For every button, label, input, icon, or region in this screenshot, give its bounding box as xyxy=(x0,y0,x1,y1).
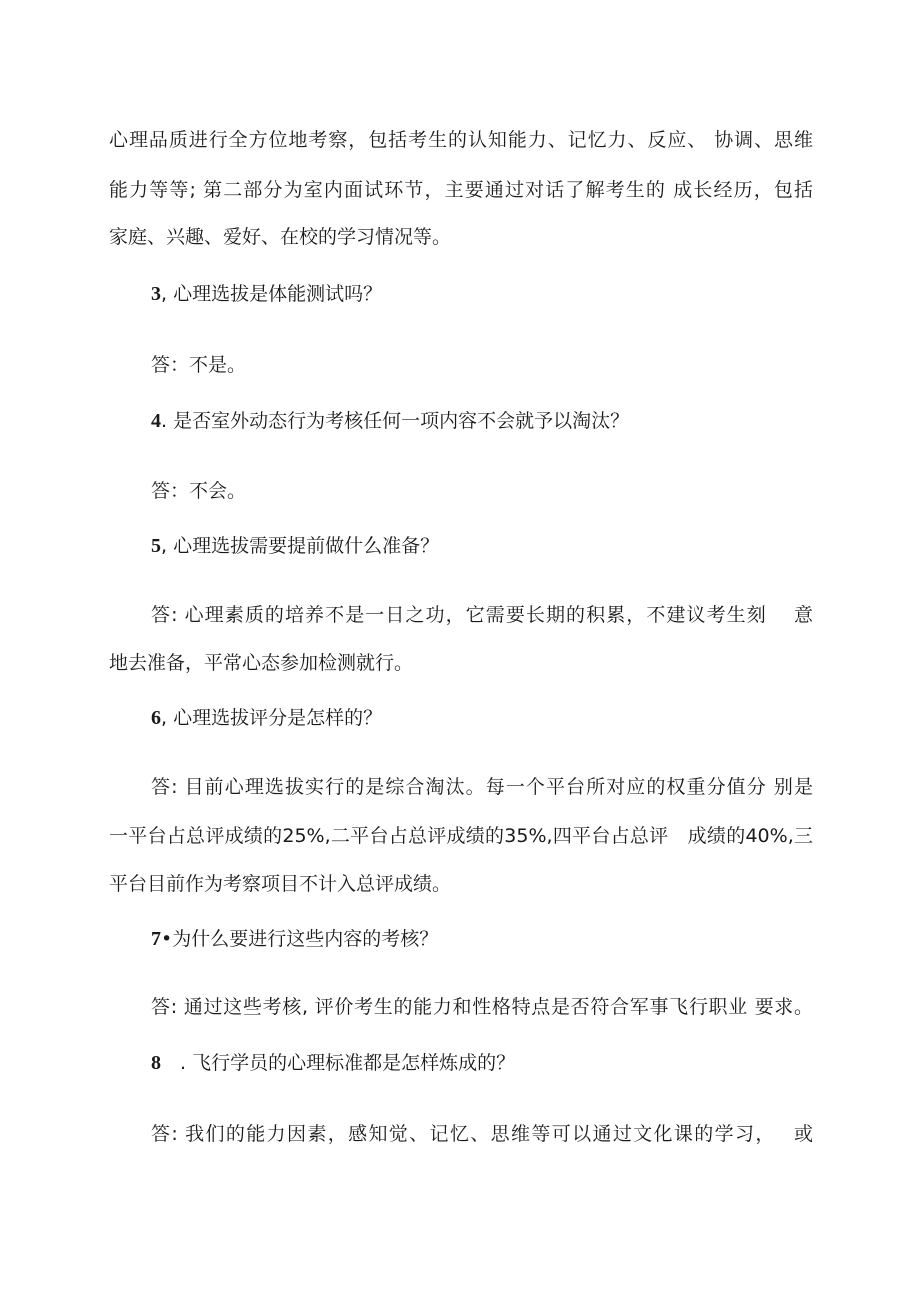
intro-line-1: 心理品质进行全方位地考察，包括考生的认知能力、记忆力、反应、 协调、思维 xyxy=(109,129,813,151)
question-number: 3 xyxy=(151,283,161,305)
question-text: , 心理选拔评分是怎样的？ xyxy=(161,707,383,729)
question-5 xyxy=(151,534,813,558)
intro-line-3: 家庭、兴趣、爱好、在校的学习情况等。 xyxy=(109,226,452,248)
question-4 xyxy=(151,409,813,433)
answer-3-line-1: 答：不是。 xyxy=(151,354,247,376)
intro-line-2: 能力等等; 第二部分为室内面试环节，主要通过对话了解考生的 成长经历，包括 xyxy=(109,179,813,201)
question-number: 5 xyxy=(151,535,161,557)
answer-8-line-1: 答: 我们的能力因素，感知觉、记忆、思维等可以通过文化课的学习， 或 xyxy=(151,1123,813,1145)
question-number: 4 xyxy=(151,410,161,432)
question-6 xyxy=(151,706,813,730)
answer-5-line-1: 答: 心理素质的培养不是一日之功，它需要长期的积累，不建议考生刻 意 xyxy=(151,604,813,626)
question-number: 6 xyxy=(151,707,161,729)
answer-6-line-2: 一平台占总评成绩的25%,二平台占总评成绩的35%,四平台占总评 成绩的40%,三 xyxy=(109,825,813,847)
question-text: . 是否室外动态行为考核任何一项内容不会就予以淘汰？ xyxy=(161,410,630,432)
question-3 xyxy=(151,282,813,306)
answer-5-line-2: 地去准备，平常心态参加检测就行。 xyxy=(109,652,414,674)
answer-6-line-1: 答: 目前心理选拔实行的是综合淘汰。每一个平台所对应的权重分值分 别是 xyxy=(151,776,813,798)
question-number: 7 xyxy=(151,928,161,950)
question-text: , 心理选拔是体能测试吗？ xyxy=(161,283,383,305)
question-text: •为什么要进行这些内容的考核？ xyxy=(161,928,439,950)
question-text: , 心理选拔需要提前做什么准备？ xyxy=(161,535,440,557)
question-number: 8 xyxy=(151,1052,161,1074)
answer-4-line-1: 答：不会。 xyxy=(151,480,247,502)
question-7 xyxy=(151,927,813,951)
answer-6-line-3: 平台目前作为考察项目不计入总评成绩。 xyxy=(109,873,452,895)
question-text: . 飞行学员的心理标准都是怎样炼成的？ xyxy=(161,1052,516,1074)
question-8 xyxy=(151,1051,813,1075)
answer-7-line-1: 答: 通过这些考核, 评价考生的能力和性格特点是否符合军事飞行职业 要求。 xyxy=(151,996,813,1018)
